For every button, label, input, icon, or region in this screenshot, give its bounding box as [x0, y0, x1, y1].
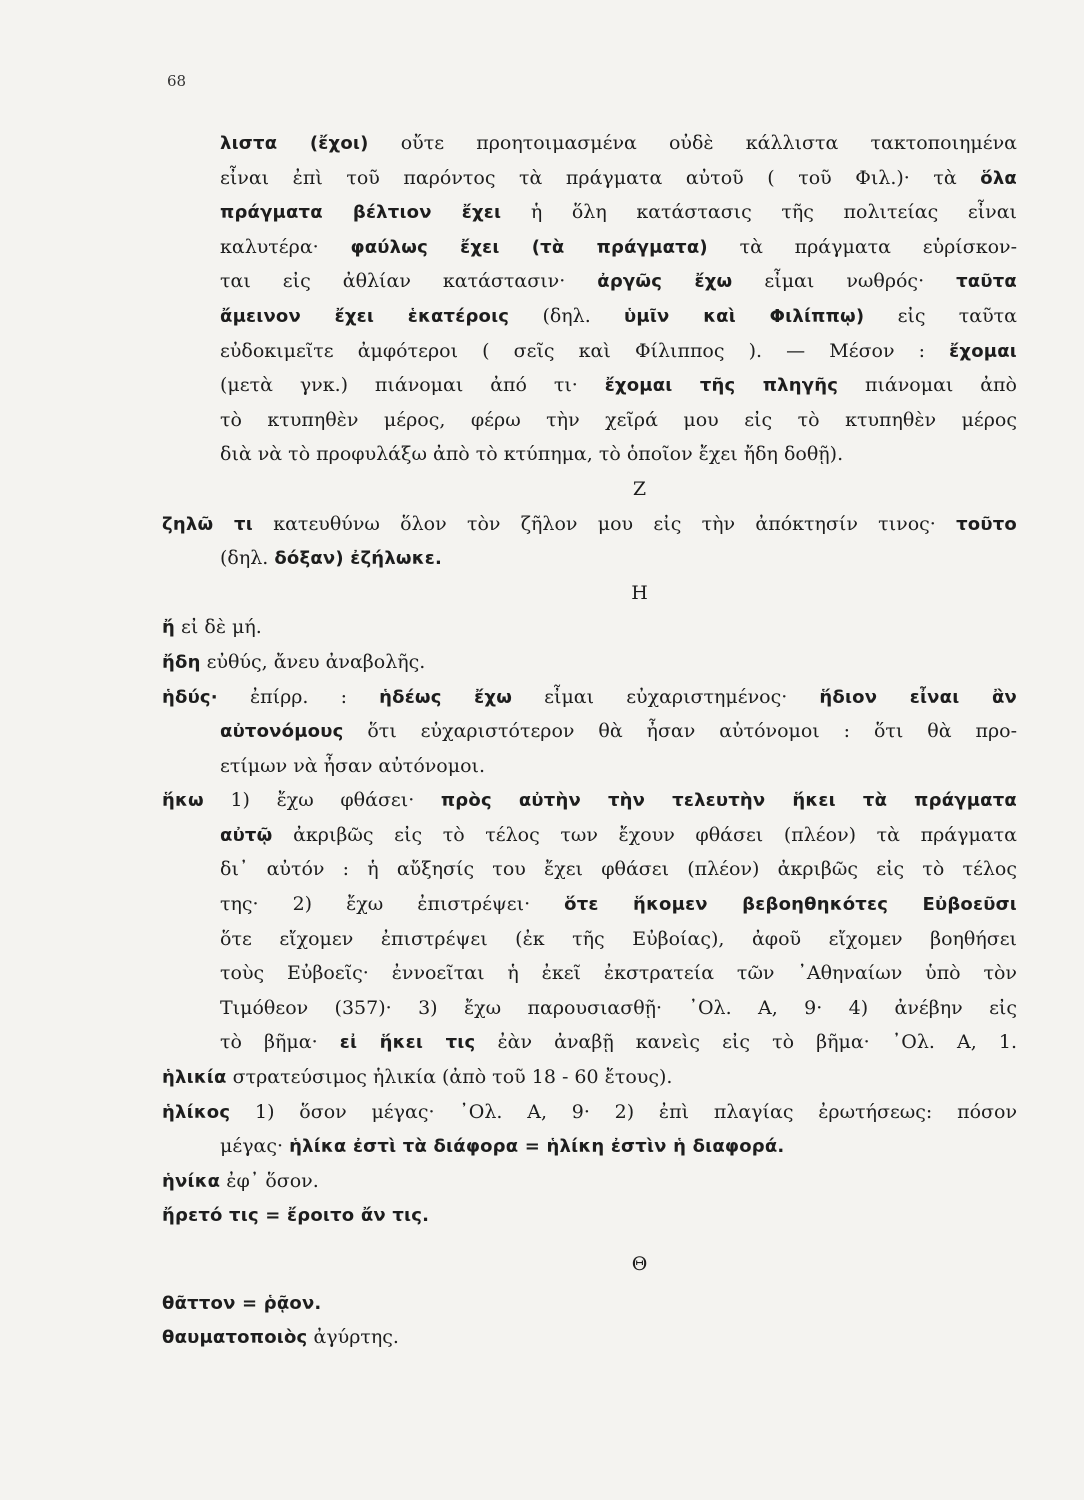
text-run: ἐὰν ἀναβῇ κανεὶς εἰς τὸ βῆμα· ᾽Ολ. Α, 1.: [475, 1031, 1017, 1054]
text-run: (μετὰ γνκ.) πιάνομαι ἀπό τι·: [220, 374, 605, 397]
section-letter: [162, 576, 1017, 611]
text-run: στρατεύσιμος ἡλικία (ἀπὸ τοῦ 18 - 60 ἔτους).: [226, 1066, 673, 1089]
text-run: πιάνομαι ἀπὸ: [838, 374, 1017, 397]
bold-term: ἄμεινον ἔχει ἑκατέροις: [220, 305, 510, 327]
bold-term: δόξαν) ἐζήλωκε.: [274, 548, 442, 570]
text-run: εἶναι ἐπὶ τοῦ παρόντος τὰ πράγματα αὐτοῦ ( τοῦ Φιλ.)· τὰ: [220, 166, 981, 189]
bold-term: ἡλικία: [162, 1067, 227, 1089]
text-line: [162, 541, 1017, 576]
bold-term: ἤ: [162, 617, 176, 639]
bold-term: ἔχομαι: [949, 340, 1017, 362]
text-line: [162, 1320, 1017, 1355]
text-line: [162, 887, 1017, 922]
text-line: [162, 680, 1017, 715]
text-run: ἐπίρρ. :: [217, 685, 380, 708]
bold-term: ἡλίκα ἐστὶ τὰ διάφορα = ἡλίκη ἐστὶν ἡ διαφορά.: [289, 1136, 785, 1158]
text-line: [162, 922, 1017, 957]
text-line: [162, 1025, 1017, 1060]
text-line: [162, 195, 1017, 230]
bold-term: ἡνίκα: [162, 1170, 221, 1192]
text-run: τὸ βῆμα·: [220, 1031, 340, 1054]
bold-term: φαύλως ἔχει (τὰ πράγματα): [350, 236, 708, 258]
bold-term: ἥδιον εἶναι ἂν: [819, 686, 1017, 708]
text-run: οὔτε προητοιμασμένα οὐδὲ κάλλιστα τακτοποιημένα: [368, 132, 1017, 154]
text-run: εὐδοκιμεῖτε ἀμφότεροι ( σεῖς καὶ Φίλιππος ). — Μέσον :: [220, 339, 950, 362]
bold-term: εἰ ἥκει τις: [339, 1032, 476, 1054]
text-line: [162, 818, 1017, 853]
bold-term: τοῦτο: [956, 513, 1017, 535]
text-run: Τιμόθεον (357)· 3) ἔχω παρουσιασθῇ· ᾽Ολ. Α, 9· 4) ἀνέβην εἰς: [220, 996, 1017, 1019]
bold-term: ἤδη: [162, 651, 201, 673]
text-run: Η: [631, 581, 648, 604]
text-run: καλυτέρα·: [220, 235, 351, 258]
text-line: [162, 1286, 1017, 1321]
text-run: ἐφ᾽ ὅσον.: [220, 1169, 319, 1192]
bold-term: ἡδύς·: [162, 686, 218, 708]
text-line: [162, 610, 1017, 645]
text-line: [162, 507, 1017, 542]
text-run: τοὺς Εὐβοεῖς· ἐννοεῖται ἡ ἐκεῖ ἐκστρατεία τῶν ᾽Αθηναίων ὑπὸ τὸν: [220, 962, 1017, 985]
bold-term: ἀργῶς ἔχω: [597, 271, 733, 293]
text-run: 1) ὅσον μέγας· ᾽Ολ. Α, 9· 2) ἐπὶ πλαγίας ἐρωτήσεως: πόσον: [230, 1100, 1017, 1123]
text-line: [162, 368, 1017, 403]
text-line: [162, 714, 1017, 749]
text-run: Ζ: [632, 477, 647, 500]
text-line: [162, 852, 1017, 887]
text-line: [162, 1129, 1017, 1164]
text-line: [162, 1198, 1017, 1233]
text-run: τὰ πράγματα εὑρίσκον-: [707, 235, 1017, 258]
text-run: διὰ νὰ τὸ προφυλάξω ἀπὸ τὸ κτύπημα, τὸ ὁποῖον ἔχει ἤδη δοθῇ).: [220, 443, 844, 466]
text-run: της· 2) ἔχω ἐπιστρέψει·: [220, 893, 565, 916]
text-run: εἶμαι νωθρός·: [732, 270, 957, 293]
text-line: [162, 230, 1017, 265]
text-line: [162, 437, 1017, 472]
text-run: ται εἰς ἀθλίαν κατάστασιν·: [220, 270, 598, 293]
bold-term: θᾶττον = ῥᾷον.: [162, 1292, 322, 1314]
text-line: [162, 403, 1017, 438]
text-line: [162, 126, 1017, 161]
text-run: εἰς ταῦτα: [864, 304, 1017, 327]
text-run: ἀγύρτης.: [307, 1326, 399, 1349]
text-line: [162, 161, 1017, 196]
text-line: [162, 783, 1017, 818]
text-run: κατευθύνω ὅλον τὸν ζῆλον μου εἰς τὴν ἀπόκτησίν τινος·: [252, 512, 957, 535]
bold-term: ὅτε ἥκομεν βεβοηθηκότες Εὐβοεῦσι: [564, 894, 1017, 916]
page-number: 68: [167, 72, 187, 90]
section-letter: [162, 1247, 1017, 1282]
text-line: [162, 645, 1017, 680]
text-run: ἀκριβῶς εἰς τὸ τέλος των ἔχουν φθάσει (πλέον) τὰ πράγματα: [272, 823, 1017, 846]
text-line: [162, 264, 1017, 299]
bold-term: ταῦτα: [956, 271, 1017, 293]
text-run: ἡ ὅλη κατάστασις τῆς πολιτείας εἶναι: [501, 201, 1017, 224]
bold-term: θαυματοποιὸς: [162, 1327, 308, 1349]
bold-term: ἔχομαι τῆς πληγῆς: [604, 375, 839, 397]
text-run: ετίμων νὰ ἦσαν αὐτόνομοι.: [220, 754, 486, 777]
bold-term: πράγματα βέλτιον ἔχει: [220, 202, 502, 224]
text-line: [162, 956, 1017, 991]
bold-term: πρὸς αὐτὴν τὴν τελευτὴν ἥκει τὰ πράγματα: [440, 790, 1017, 812]
text-line: [162, 1060, 1017, 1095]
bold-term: αὐτῷ: [220, 824, 273, 846]
text-run: εἶμαι εὐχαριστημένος·: [512, 685, 820, 708]
text-run: (δηλ.: [509, 304, 625, 327]
section-letter: [162, 472, 1017, 507]
text-line: [162, 991, 1017, 1026]
text-run: (δηλ.: [220, 547, 275, 570]
text-line: [162, 1164, 1017, 1199]
text-run: μέγας·: [220, 1135, 290, 1158]
bold-term: ἡλίκος: [162, 1101, 231, 1123]
text-line: [162, 334, 1017, 369]
bold-term: ὅλα: [980, 167, 1017, 189]
text-run: ὅτι εὐχαριστότερον θὰ ἦσαν αὐτόνομοι : ὅτι θὰ προ-: [343, 720, 1017, 743]
bold-term: ἡδέως ἔχω: [379, 686, 513, 708]
text-run: εἰ δὲ μή.: [175, 616, 262, 639]
bold-term: ἤρετό τις = ἔροιτο ἄν τις.: [162, 1205, 430, 1227]
text-line: [162, 299, 1017, 334]
text-run: δι᾽ αὐτόν : ἡ αὔξησίς του ἔχει φθάσει (πλέον) ἀκριβῶς εἰς τὸ τέλος: [220, 858, 1017, 881]
text-line: [162, 749, 1017, 784]
text-line: [162, 1095, 1017, 1130]
text-run: τὸ κτυπηθὲν μέρος, φέρω τὴν χεῖρά μου εἰς τὸ κτυπηθὲν μέρος: [220, 408, 1017, 431]
bold-term: ὑμῖν καὶ Φιλίππῳ): [624, 305, 865, 327]
text-run: 1) ἔχω φθάσει·: [203, 789, 441, 812]
bold-term: αὐτονόμους: [220, 721, 344, 743]
bold-term: λιστα (ἔχοι): [220, 133, 369, 154]
dictionary-text: [162, 126, 1017, 1355]
text-run: ὅτε εἴχομεν ἐπιστρέψει (ἐκ τῆς Εὐβοίας), ἀφοῦ εἴχομεν βοηθήσει: [220, 927, 1017, 950]
bold-term: ἥκω: [162, 790, 204, 812]
bold-term: ζηλῶ τι: [162, 513, 253, 535]
text-run: εὐθύς, ἄνευ ἀναβολῆς.: [200, 650, 426, 673]
text-run: Θ: [631, 1253, 648, 1275]
